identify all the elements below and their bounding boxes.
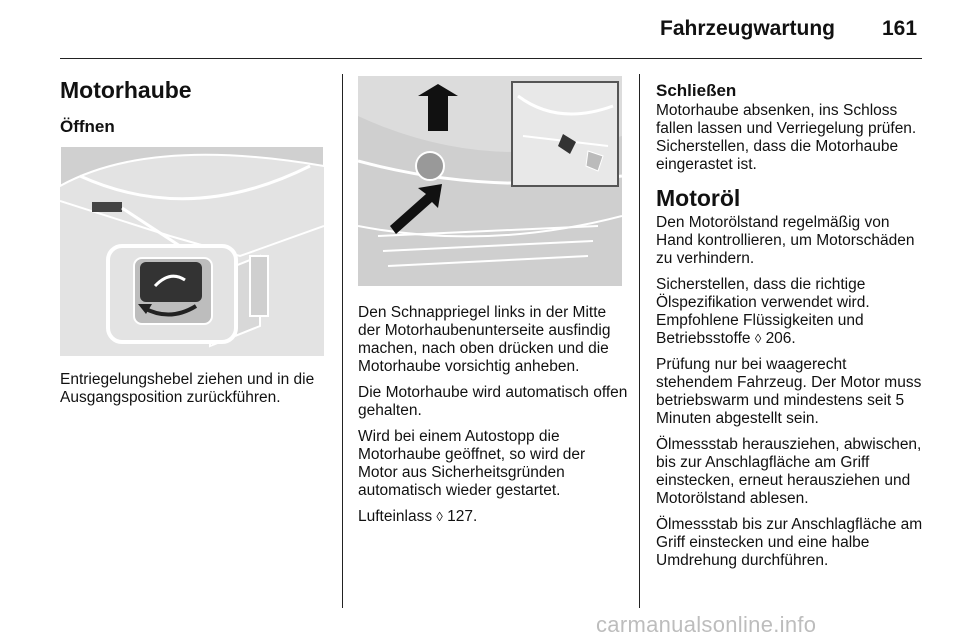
oil-paragraph-2 bbox=[656, 276, 924, 348]
left-caption-block bbox=[60, 371, 328, 415]
oil-paragraph-5: Ölmessstab bis zur Anschlagfläche am Griff einstecken und eine halbe Umdrehung durchführen. bbox=[656, 516, 923, 569]
reference-page: 127. bbox=[447, 508, 478, 525]
right-column bbox=[656, 80, 924, 578]
closing-paragraph: Motorhaube absenken, ins Schloss fallen lassen und Verriegelung prüfen. Sicherstellen, dass die Motorhaube eingerastet ist. bbox=[656, 102, 917, 173]
left-column bbox=[60, 76, 328, 138]
oil-paragraph-4: Ölmessstab herausziehen, abwischen, bis zur Anschlagfläche am Griff einstecken, erneut herausziehen und Motorölstand ablesen. bbox=[656, 436, 922, 507]
lever-caption: Entriegelungshebel ziehen und in die Ausgangsposition zurückführen. bbox=[60, 371, 315, 406]
header-rule bbox=[60, 58, 922, 59]
column-divider-left bbox=[342, 74, 343, 608]
oil-spec-page[interactable]: 206. bbox=[765, 330, 796, 347]
subheading-oeffnen: Öffnen bbox=[60, 117, 115, 136]
hood-latch-illustration bbox=[358, 76, 622, 286]
oil-paragraph-3: Prüfung nur bei waagerecht stehendem Fahrzeug. Der Motor muss betriebswarm und mindestens seit 5 Minuten abgestellt sein. bbox=[656, 356, 922, 427]
section-heading-motorhaube: Motorhaube bbox=[60, 77, 192, 103]
latch-paragraph-3: Wird bei einem Autostopp die Motorhaube geöffnet, so wird der Motor aus Sicherheitsgründen automatisch wieder gestartet. bbox=[358, 428, 586, 499]
latch-paragraph-1: Den Schnappriegel links in der Mitte der Motorhaubenunterseite ausfindig machen, nach oben drücken und die Motorhaube vorsichtig anheben. bbox=[358, 304, 611, 375]
hood-release-lever-illustration bbox=[60, 146, 324, 356]
middle-column bbox=[358, 304, 628, 534]
page-reference-icon: ◊ bbox=[754, 331, 762, 346]
watermark: carmanualsonline.info bbox=[596, 612, 817, 637]
running-header-title: Fahrzeugwartung bbox=[660, 17, 836, 40]
column-divider-right bbox=[639, 74, 640, 608]
latch-paragraph-2: Die Motorhaube wird automatisch offen gehalten. bbox=[358, 384, 628, 419]
oil-spec-text: Sicherstellen, dass die richtige Ölspezifikation verwendet wird. Empfohlene Flüssigkeiten und Betriebsstoffe bbox=[656, 276, 870, 347]
air-intake-reference[interactable] bbox=[358, 508, 628, 526]
subheading-schliessen: Schließen bbox=[656, 81, 737, 100]
oil-paragraph-1: Den Motorölstand regelmäßig von Hand kontrollieren, um Motorschäden zu verhindern. bbox=[656, 214, 915, 267]
section-heading-motoroel: Motoröl bbox=[656, 185, 741, 211]
page-reference-icon: ◊ bbox=[436, 509, 443, 524]
page-number: 161 bbox=[882, 17, 918, 40]
reference-text: Lufteinlass bbox=[358, 508, 433, 525]
